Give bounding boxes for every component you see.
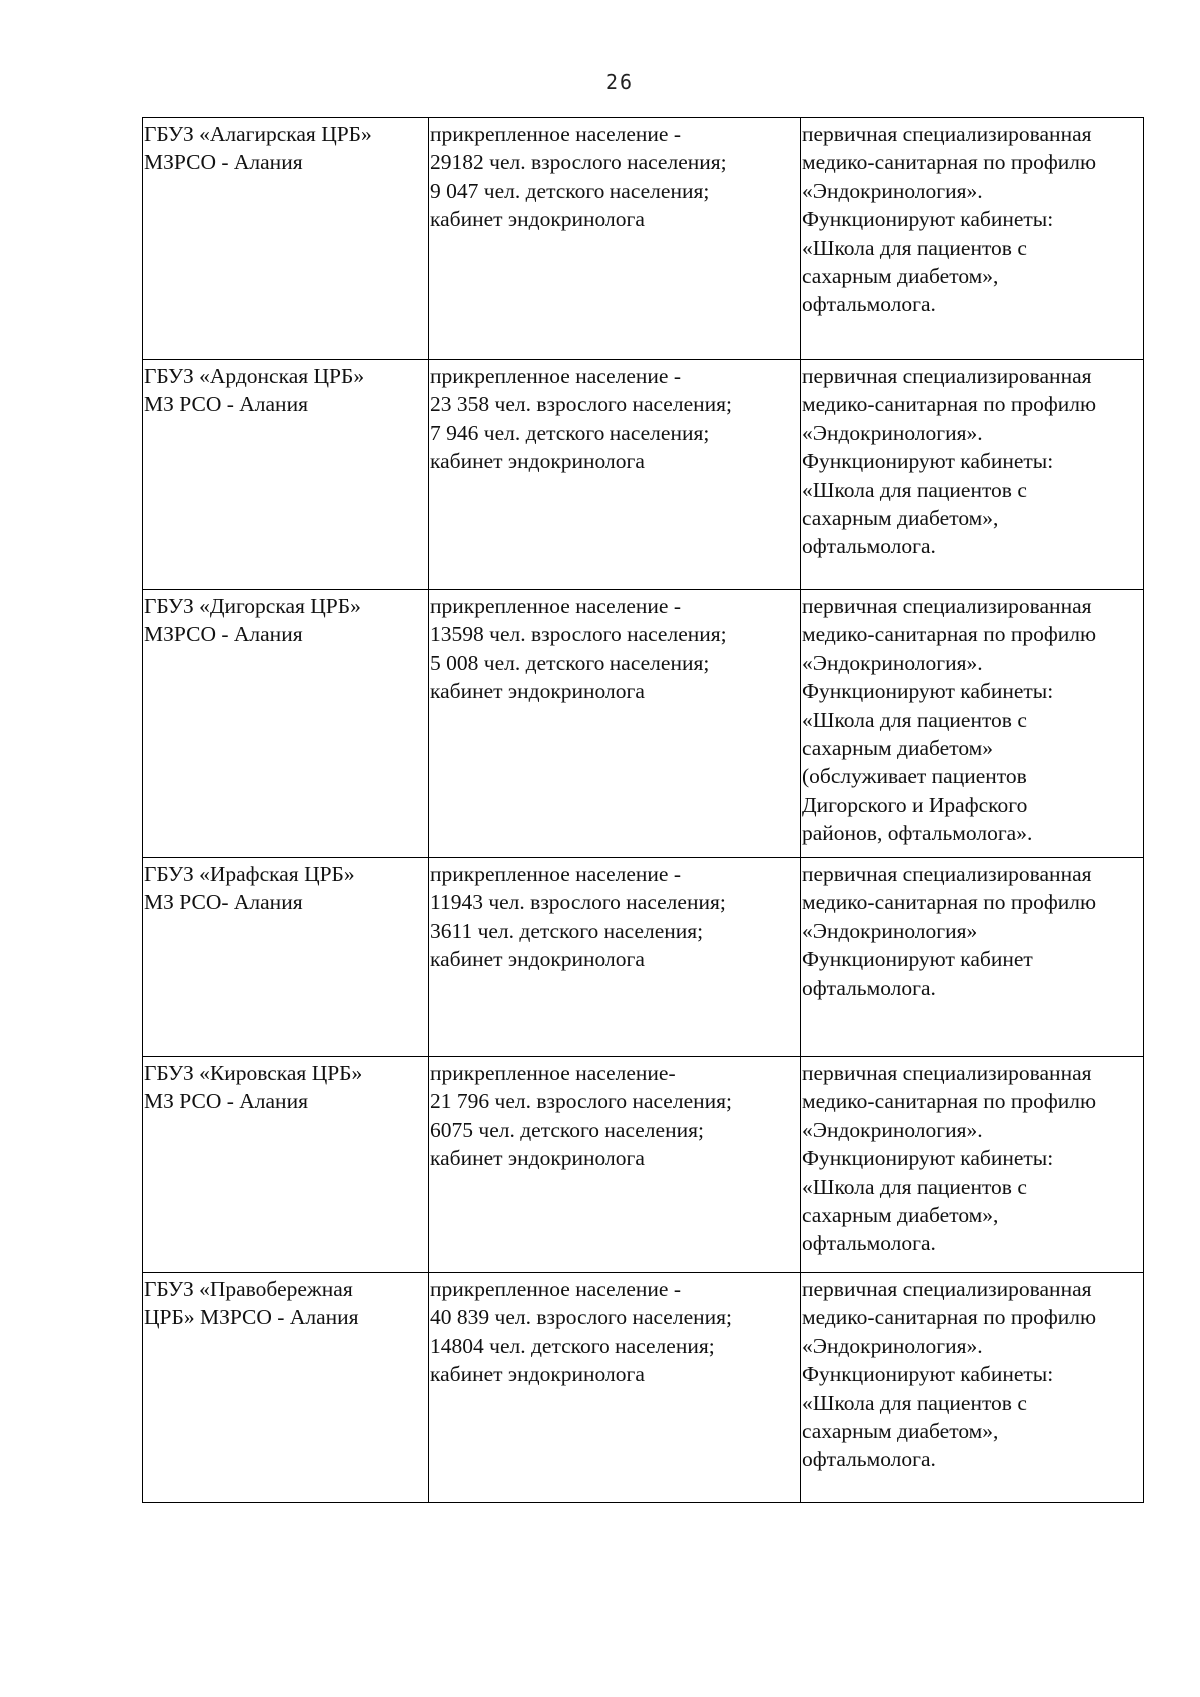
population-cell: прикрепленное население - 11943 чел. взрослого населения; 3611 чел. детского населения; кабинет эндокринолога	[429, 858, 801, 1057]
organization-cell: ГБУЗ «Кировская ЦРБ» МЗ РСО - Алания	[143, 1057, 429, 1273]
table-row	[143, 1057, 1144, 1273]
organization-cell: ГБУЗ «Дигорская ЦРБ» МЗРСО - Алания	[143, 590, 429, 858]
care-profile-cell: первичная специализированная медико-санитарная по профилю «Эндокринология». Функционируют кабинеты: «Школа для пациентов с сахарным диабетом», офтальмолога.	[801, 1057, 1144, 1273]
page-number: 26	[605, 70, 635, 94]
table-row	[143, 858, 1144, 1057]
care-profile-cell: первичная специализированная медико-санитарная по профилю «Эндокринология» Функционируют кабинет офтальмолога.	[801, 858, 1144, 1057]
population-cell: прикрепленное население - 29182 чел. взрослого населения; 9 047 чел. детского населения; кабинет эндокринолога	[429, 118, 801, 360]
table-row	[143, 360, 1144, 590]
population-cell: прикрепленное население - 13598 чел. взрослого населения; 5 008 чел. детского населения; кабинет эндокринолога	[429, 590, 801, 858]
table-row	[143, 590, 1144, 858]
organization-cell: ГБУЗ «Ирафская ЦРБ» МЗ РСО- Алания	[143, 858, 429, 1057]
table-row	[143, 1273, 1144, 1503]
care-profile-cell: первичная специализированная медико-санитарная по профилю «Эндокринология». Функционируют кабинеты: «Школа для пациентов с сахарным диабетом», офтальмолога.	[801, 118, 1144, 360]
table-row	[143, 118, 1144, 360]
population-cell: прикрепленное население- 21 796 чел. взрослого населения; 6075 чел. детского населения; кабинет эндокринолога	[429, 1057, 801, 1273]
organization-cell: ГБУЗ «Ардонская ЦРБ» МЗ РСО - Алания	[143, 360, 429, 590]
population-cell: прикрепленное население - 23 358 чел. взрослого населения; 7 946 чел. детского населения; кабинет эндокринолога	[429, 360, 801, 590]
care-profile-cell: первичная специализированная медико-санитарная по профилю «Эндокринология». Функционируют кабинеты: «Школа для пациентов с сахарным диабетом» (обслуживает пациентов Дигорского и Ирафского районов, офтальмолога».	[801, 590, 1144, 858]
organization-cell: ГБУЗ «Правобережная ЦРБ» МЗРСО - Алания	[143, 1273, 429, 1503]
institutions-table	[142, 117, 1144, 1503]
organization-cell: ГБУЗ «Алагирская ЦРБ» МЗРСО - Алания	[143, 118, 429, 360]
population-cell: прикрепленное население - 40 839 чел. взрослого населения; 14804 чел. детского населения; кабинет эндокринолога	[429, 1273, 801, 1503]
care-profile-cell: первичная специализированная медико-санитарная по профилю «Эндокринология». Функционируют кабинеты: «Школа для пациентов с сахарным диабетом», офтальмолога.	[801, 1273, 1144, 1503]
care-profile-cell: первичная специализированная медико-санитарная по профилю «Эндокринология». Функционируют кабинеты: «Школа для пациентов с сахарным диабетом», офтальмолога.	[801, 360, 1144, 590]
